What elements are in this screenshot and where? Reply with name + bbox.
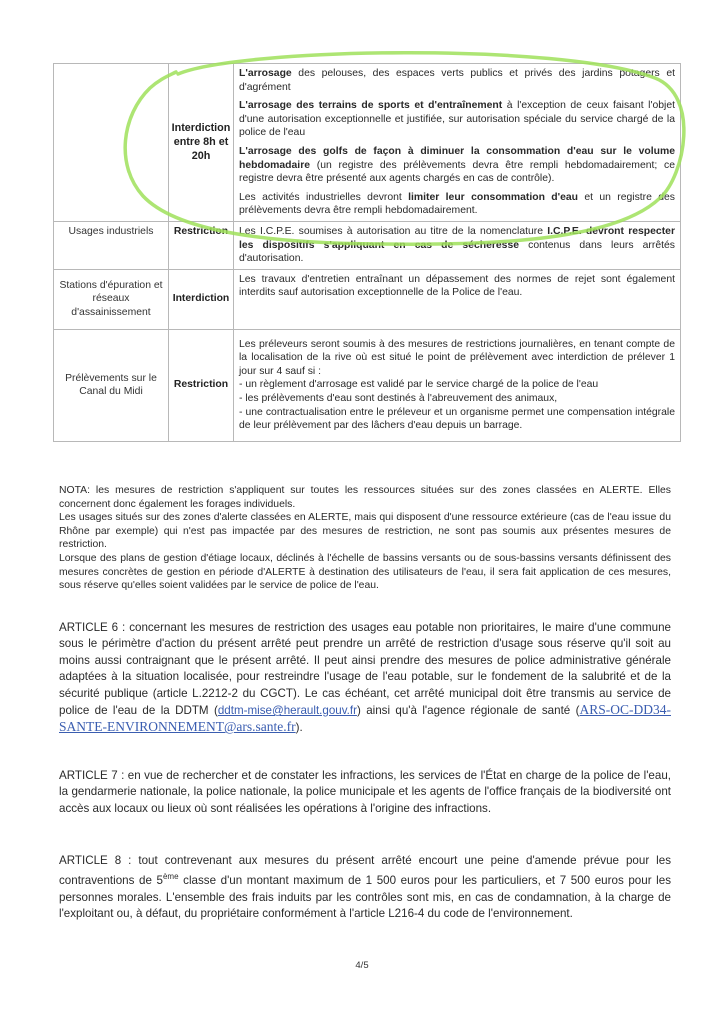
paragraph-arrosage-golfs (239, 145, 675, 186)
usage-cell (54, 64, 169, 222)
description-cell (234, 221, 681, 269)
text-line: Les préleveurs seront soumis à des mesures de restrictions journalières, en tenant compte de la localisation de la rive où est situé le point de prélèvement avec interdiction de prélever 1 jour sur 4 sauf si : (239, 338, 675, 377)
article-8-text (59, 853, 671, 922)
usage-cell: Stations d'épuration et réseaux d'assainissement (54, 269, 169, 329)
nota-section (59, 484, 671, 593)
text: Les activités industrielles devront (239, 191, 409, 203)
usage-cell: Usages industriels (54, 221, 169, 269)
page-number: 4/5 (355, 960, 369, 971)
bold-text: L'arrosage des golfs de façon à diminuer la consommation d'eau sur le volume hebdomadaire (239, 145, 675, 171)
nota-paragraph: Les usages situés sur des zones d'alerte classées en ALERTE, mais qui disposent d'une ressource extérieure (cas de l'eau issue du Rhône par exemple) qui n'est pas impactée par des mesures de restriction, ne sont pas soumis aux présentes mesures de restriction. (59, 512, 671, 551)
text: à l'exception de ceux faisant l'objet d'une autorisation exceptionnelle et justifiée, sur autorisation spéciale du service chargé de la police de l'eau (239, 100, 675, 139)
email-link-ddtm[interactable]: ddtm-mise@herault.gouv.fr (217, 704, 357, 718)
mesure-cell: Restriction (169, 329, 234, 441)
article-8 (59, 853, 671, 922)
text: ) ainsi qu'à l'agence régionale de santé ( (356, 704, 580, 718)
bold-text: limiter leur consommation d'eau (408, 191, 579, 203)
table-row-stations-epuration (54, 269, 681, 329)
text: des pelouses, des espaces verts publics et privés des jardins potagers et d'agrément (239, 68, 675, 93)
superscript: ème (162, 872, 179, 882)
article-6-text (59, 620, 671, 737)
usage-cell: Prélèvements sur le Canal du Midi (54, 329, 169, 441)
text: et un registre des prélèvements devra être rempli hebdomadairement. (239, 191, 675, 217)
paragraph-arrosage-pelouses (239, 67, 675, 94)
bold-text: L'arrosage des terrains de sports et d'entraînement (239, 100, 503, 112)
article-7-text: ARTICLE 7 : en vue de rechercher et de constater les infractions, les services de l'État en charge de la police de l'eau, la gendarmerie nationale, la police nationale, la police municipale et les agents de l'office français de la biodiversité ont accès aux locaux ou lieux où sont réalisées les opérations à l'origine des infractions. (59, 769, 671, 815)
bold-text: I.C.P.E. devront respecter les dispositifs s'appliquant en cas de sécheresse (239, 225, 675, 251)
text-line: - un règlement d'arrosage est validé par le service chargé de la police de l'eau (239, 379, 599, 391)
mesure-cell: Interdiction entre 8h et 20h (169, 64, 234, 222)
paragraph-activites-industrielles (239, 191, 675, 218)
paragraph-arrosage-sports (239, 99, 675, 140)
description-cell (234, 64, 681, 222)
text: contenus dans leurs arrêtés d'autorisation. (239, 239, 675, 265)
description-cell (234, 329, 681, 441)
text: ). (295, 721, 303, 735)
text: ARTICLE 6 : concernant les mesures de restriction des usages eau potable non prioritaires, le maire d'une commune sous le périmètre d'action du présent arrêté peut prendre un arrêté de restriction d'usage sous réserve qu'il soit au moins aussi contraignant que le présent arrêté. Il peut ainsi prendre des mesures de police administrative générale adaptées à la situation localisée, pour restreindre l'usage de l'eau potable, sur le fondement de la salubrité et de la sécurité publique (article L.2212-2 du CGCT). Le cas échéant, cet arrêté municipal doit être transmis au service de police de l'eau de la DDTM ( (59, 621, 671, 718)
nota-paragraph: Lorsque des plans de gestion d'étiage locaux, déclinés à l'échelle de bassins versants ou de sous-bassins versants définissent des mesures concrètes de gestion en période d'ALERTE à destination des utilisateurs de l'eau, il sera fait application de ces mesures, sous réserve qu'elles soient validées par le service de police de l'eau. (59, 552, 671, 592)
bold-text: L'arrosage (239, 68, 292, 79)
article-7 (59, 768, 671, 817)
mesure-cell: Interdiction (169, 269, 234, 329)
text: Les I.C.P.E. soumises à autorisation au titre de la nomenclature (239, 225, 548, 237)
text: (un registre des prélèvements devra être rempli hebdomadairement; ce registre devra être présenté aux agents chargés en cas de contrôle). (239, 159, 675, 185)
mesure-cell: Restriction (169, 221, 234, 269)
article-6 (59, 620, 671, 737)
text: classe d'un montant maximum de 1 500 euros pour les particuliers, et 7 500 euros pour les personnes morales. L'ensemble des frais induits par les contrôles sont mis, en cas de condamnation, à la charge de l'exploitant ou, à défaut, du propriétaire conformément à l'article L216-4 du code de l'environnement. (59, 874, 671, 921)
email-link-ars[interactable]: ARS-OC-DD34-SANTE-ENVIRONNEMENT@ars.sante.fr (59, 702, 671, 735)
table-row-canal-du-midi (54, 329, 681, 441)
text: ARTICLE 8 : tout contrevenant aux mesures du présent arrêté encourt une peine d'amende prévue pour les contraventions de 5 (59, 854, 671, 888)
text-line: - une contractualisation entre le préleveur et un organisme permet une compensation intégrale de leur prélèvement par des lâchers d'eau depuis un barrage. (239, 406, 675, 432)
text-line: - les prélèvements d'eau sont destinés à l'abreuvement des animaux, (239, 393, 558, 405)
table-row-interdiction-8h-20h (54, 64, 681, 222)
description-cell: Les travaux d'entretien entraînant un dépassement des normes de rejet sont également interdits sauf autorisation exceptionnelle de la Police de l'eau. (234, 269, 681, 329)
nota-paragraph: NOTA: les mesures de restriction s'appliquent sur toutes les ressources situées sur des zones classées en ALERTE. Elles concernent donc également les forages individuels. (59, 485, 671, 510)
restriction-table (53, 63, 681, 442)
table-row-usages-industriels (54, 221, 681, 269)
